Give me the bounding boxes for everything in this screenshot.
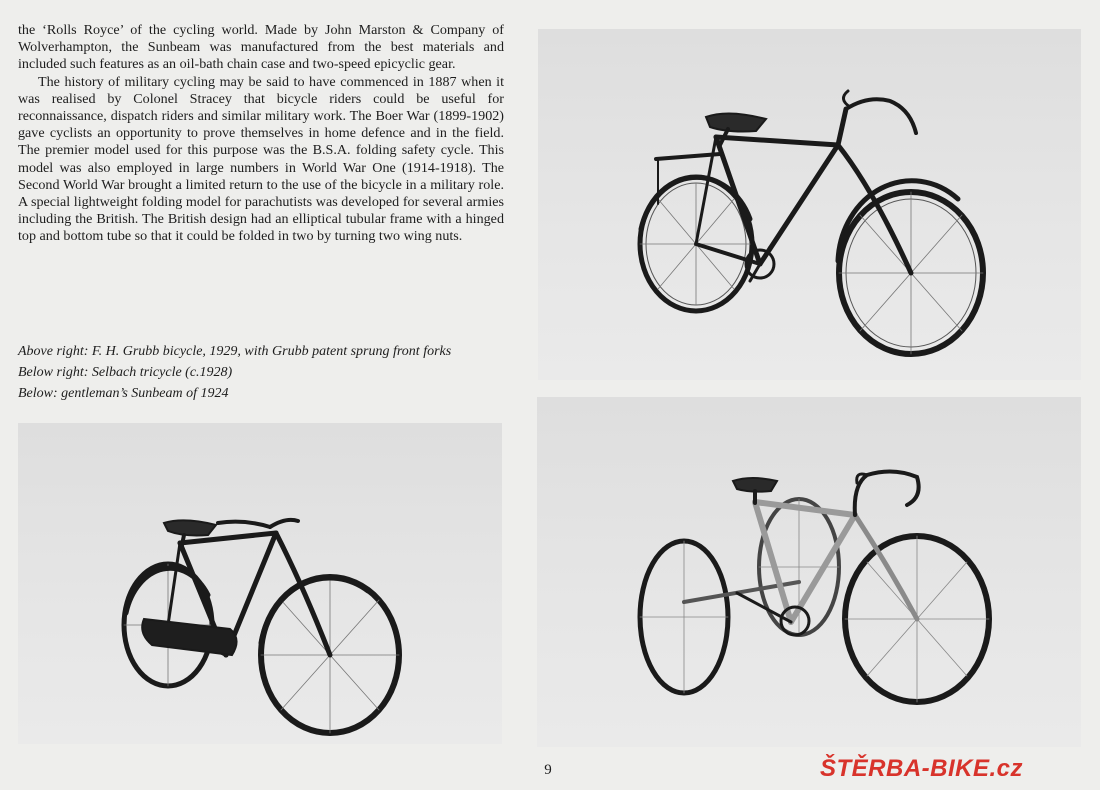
- page-number: 9: [544, 762, 552, 778]
- sunbeam-bicycle-illustration: [18, 423, 502, 744]
- grubb-bicycle-photo: [538, 29, 1081, 380]
- paragraph-2: The history of military cycling may be said to have commenced in 1887 when it was realised by Colonel Stracey that bicycle riders could be useful for reconnaissance, dispatch riders and similar military work. The Boer War (1899-1902) gave cyclists an opportunity to prove themselves in home defence and in the field. The premier model used for this purpose was the B.S.A. folding safety cycle. This model was also employed in large numbers in World War One (1914-1918). The Second World War brought a limited return to the use of the bicycle in a military role. A special lightweight folding model for parachutists was developed for several armies including the British. The British design had an elliptical tubular frame with a hinged top and bottom tube so that it could be folded in two by turning two wing nuts.: [18, 73, 504, 245]
- grubb-bicycle-illustration: [538, 29, 1081, 380]
- caption-below: Below: gentleman’s Sunbeam of 1924: [18, 386, 229, 401]
- caption-below-right: Below right: Selbach tricycle (c.1928): [18, 365, 233, 380]
- selbach-tricycle-illustration: [537, 397, 1081, 747]
- watermark-logo: [820, 755, 1023, 783]
- paragraph-1: the ‘Rolls Royce’ of the cycling world. Made by John Marston & Company of Wolverhampton, the Sunbeam was manufactured from the best materials and included such features as an oil-bath chain case and two-speed epicyclic gear.: [18, 22, 504, 73]
- sunbeam-bicycle-photo: [18, 423, 502, 744]
- photo-captions: [18, 341, 518, 404]
- watermark-brand: ŠTĚRBA: [820, 755, 922, 782]
- selbach-tricycle-photo: [537, 397, 1081, 747]
- caption-above-right: Above right: F. H. Grubb bicycle, 1929, with Grubb patent sprung front forks: [18, 344, 452, 359]
- watermark-domain: -BIKE.cz: [921, 755, 1024, 782]
- body-text: [18, 22, 504, 246]
